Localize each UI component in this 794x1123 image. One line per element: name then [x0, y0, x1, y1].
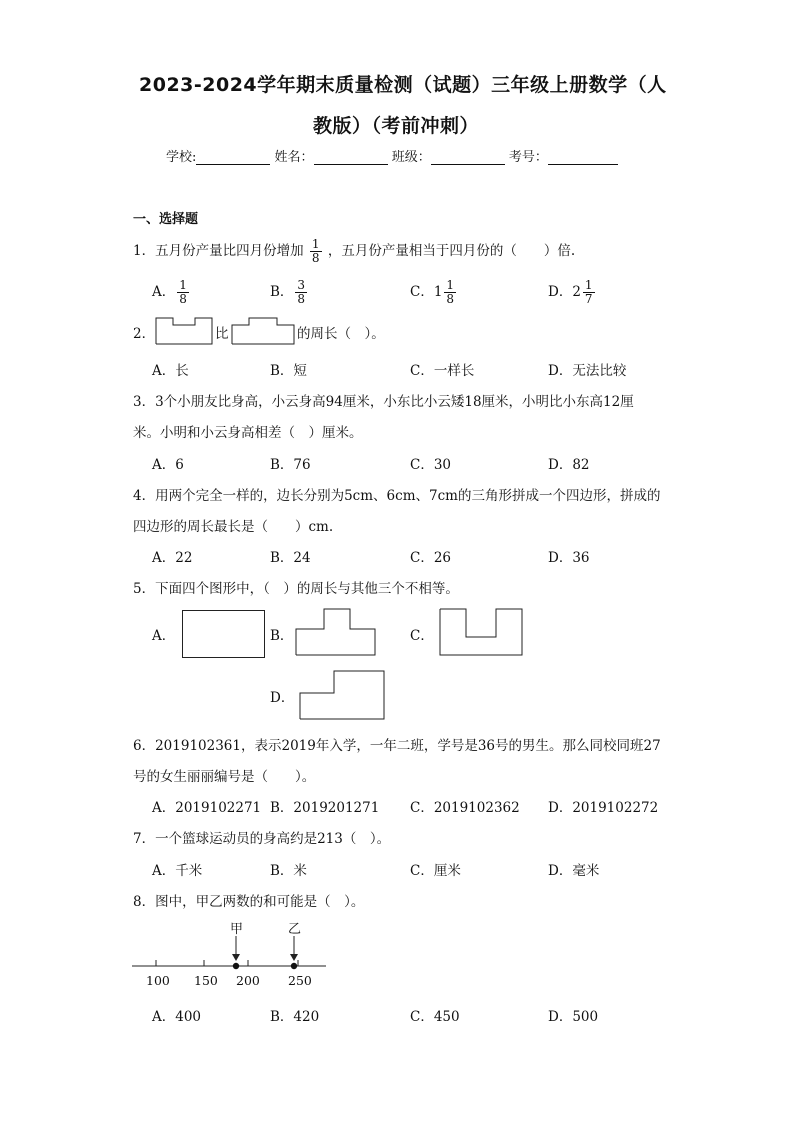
- tick-label-150: 150: [194, 973, 218, 988]
- q7-option-c[interactable]: C．厘米: [410, 863, 461, 879]
- q8-option-d[interactable]: D．500: [548, 1009, 599, 1025]
- point-jia: [233, 963, 239, 969]
- q2-shape-right: [231, 316, 297, 346]
- q4-option-c[interactable]: C．26: [410, 550, 452, 566]
- q6-option-b[interactable]: B．2019201271: [270, 800, 380, 816]
- q8-option-a[interactable]: A．400: [152, 1009, 202, 1025]
- q7-option-a[interactable]: A．千米: [152, 863, 203, 879]
- tick-label-250: 250: [288, 973, 312, 988]
- q6-line-1: 6．2019102361，表示2019年入学，一年二班，学号是36号的男生。那么同校同班27: [133, 738, 661, 754]
- q8-option-b[interactable]: B．420: [270, 1009, 320, 1025]
- q6-option-d[interactable]: D．2019102272: [548, 800, 659, 816]
- page-title-line-2: 教版）（考前冲刺）: [313, 115, 480, 137]
- school-blank[interactable]: [196, 150, 270, 165]
- q2-option-a[interactable]: A．长: [152, 363, 189, 379]
- q4-option-b[interactable]: B．24: [270, 550, 311, 566]
- tick-label-200: 200: [236, 973, 260, 988]
- q5-option-b[interactable]: B．: [270, 628, 294, 644]
- q6-option-a[interactable]: A．2019102271: [152, 800, 262, 816]
- q2-text-post: 的周长（ ）。: [297, 326, 385, 342]
- q1-option-a[interactable]: A． $\frac{1}{8}$: [152, 278, 187, 306]
- q3-line-2: 米。小明和小云身高相差（ ）厘米。: [133, 425, 363, 441]
- number-label: 考号：: [508, 150, 548, 165]
- q2-option-d[interactable]: D．无法比较: [548, 363, 627, 379]
- q4-line-2: 四边形的周长最长是（ ）cm.: [133, 519, 334, 535]
- q1-option-d[interactable]: D．2 $\frac{1}{7}$: [548, 278, 593, 306]
- q7-option-b[interactable]: B．米: [270, 863, 307, 879]
- q1-option-c[interactable]: C．1 $\frac{1}{8}$: [410, 278, 455, 306]
- number-line-label-yi: 乙: [288, 922, 302, 937]
- page-title-line-1: 2023-2024学年期末质量检测（试题）三年级上册数学（人: [139, 74, 667, 96]
- number-blank[interactable]: [548, 150, 618, 165]
- q5-line-1: 5．下面四个图形中，（ ）的周长与其他三个不相等。: [133, 581, 459, 597]
- q2-option-b[interactable]: B．短: [270, 363, 307, 379]
- q1-fraction: $\frac{1}{8}$: [311, 237, 320, 265]
- q2-compare-text: 比: [215, 326, 229, 342]
- q1-text-pre: 1．五月份产量比四月份增加: [133, 243, 304, 259]
- number-line-label-jia: 甲: [230, 922, 244, 937]
- point-yi: [291, 963, 297, 969]
- q4-line-1: 4．用两个完全一样的，边长分别为5cm、6cm、7cm的三角形拼成一个四边形，拼成的: [133, 488, 661, 504]
- q3-line-1: 3．3个小朋友比身高，小云身高94厘米，小东比小云矮18厘米，小明比小东高12厘: [133, 394, 634, 410]
- q3-option-c[interactable]: C．30: [410, 457, 452, 473]
- q3-option-d[interactable]: D．82: [548, 457, 590, 473]
- school-label: 学校:: [166, 150, 197, 165]
- class-label: 班级：: [391, 150, 431, 165]
- q5-shape-a-rectangle: [182, 610, 266, 660]
- q2-number: 2．: [133, 326, 156, 342]
- q6-line-2: 号的女生丽丽编号是（ ）。: [133, 769, 316, 785]
- tick-label-100: 100: [146, 973, 170, 988]
- q4-option-a[interactable]: A．22: [152, 550, 193, 566]
- q5-shape-c-notch: [439, 608, 525, 658]
- q8-line-1: 8．图中，甲乙两数的和可能是（ ）。: [133, 894, 365, 910]
- section-heading: 一、选择题: [133, 212, 199, 227]
- q5-shape-d-step: [299, 670, 387, 722]
- q5-shape-b-step: [295, 608, 377, 658]
- q3-option-b[interactable]: B．76: [270, 457, 311, 473]
- number-line: [132, 934, 328, 974]
- q7-line-1: 7．一个篮球运动员的身高约是213（ ）。: [133, 831, 391, 847]
- q3-option-a[interactable]: A．6: [152, 457, 184, 473]
- q4-option-d[interactable]: D．36: [548, 550, 590, 566]
- q6-option-c[interactable]: C．2019102362: [410, 800, 520, 816]
- q1-option-b[interactable]: B． $\frac{3}{8}$: [270, 278, 306, 306]
- q2-option-c[interactable]: C．一样长: [410, 363, 475, 379]
- class-blank[interactable]: [431, 150, 505, 165]
- q7-option-d[interactable]: D．毫米: [548, 863, 600, 879]
- q5-option-d[interactable]: D．: [270, 690, 295, 706]
- q2-shape-left: [155, 316, 215, 346]
- name-blank[interactable]: [314, 150, 388, 165]
- question-1: [133, 238, 575, 265]
- q5-option-c[interactable]: C．: [410, 628, 434, 644]
- name-label: 姓名：: [274, 150, 314, 165]
- q8-option-c[interactable]: C．450: [410, 1009, 460, 1025]
- student-info-line: [166, 146, 618, 165]
- q1-text-post: ，五月份产量相当于四月份的（ ）倍.: [327, 243, 576, 259]
- q5-option-a[interactable]: A．: [152, 628, 176, 644]
